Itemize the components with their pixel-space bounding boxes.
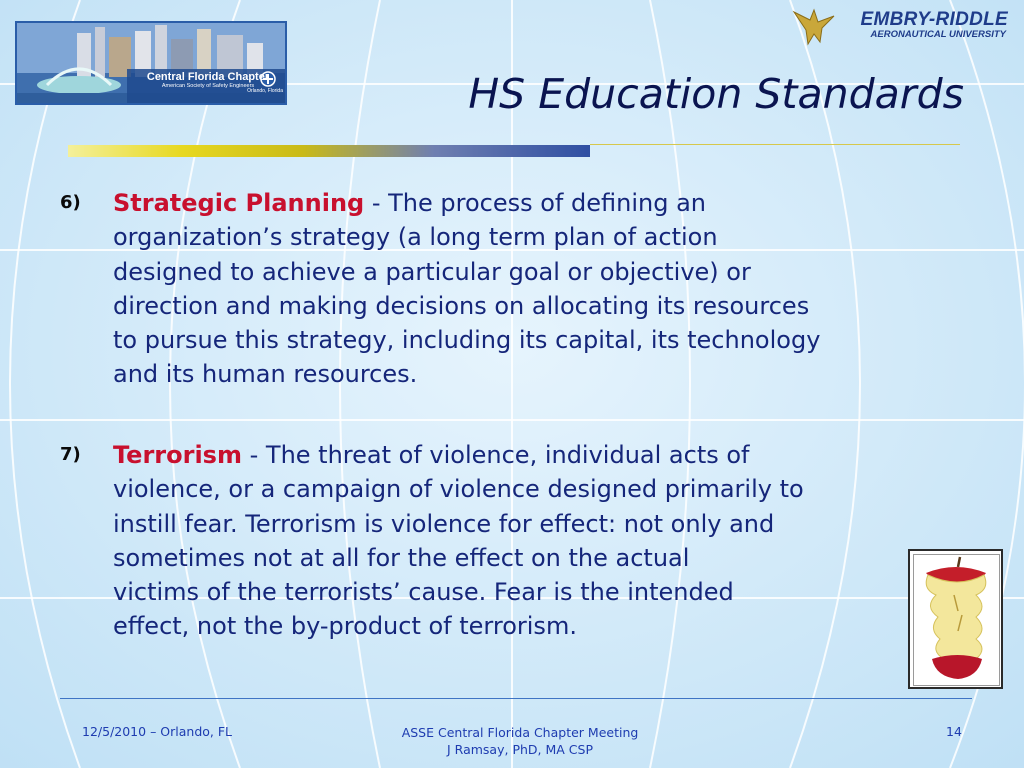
definition-line: - The threat of violence, individual acts of bbox=[241, 441, 750, 469]
item-number: 7) bbox=[60, 444, 81, 465]
footer-meeting-info bbox=[360, 724, 680, 758]
definition-line: violence, or a campaign of violence designed primarily to bbox=[113, 475, 804, 504]
slide-title: HS Education Standards bbox=[468, 70, 964, 118]
chapter-location: Orlando, Florida bbox=[247, 88, 283, 95]
definition-line: effect, not the by-product of terrorism. bbox=[113, 612, 577, 641]
footer-meeting: ASSE Central Florida Chapter Meeting bbox=[401, 725, 639, 740]
embry-riddle-logo bbox=[790, 2, 1012, 48]
definition-line: organization’s strategy (a long term plan of action bbox=[113, 223, 718, 252]
definition-line: direction and making decisions on allocating its resources bbox=[113, 291, 810, 320]
central-florida-chapter-logo bbox=[15, 21, 287, 105]
definition-line: victims of the terrorists’ cause. Fear is the intended bbox=[113, 578, 734, 607]
university-name: EMBRY-RIDDLE bbox=[860, 9, 1008, 30]
definition-text bbox=[113, 438, 804, 644]
definition-term: Strategic Planning bbox=[113, 189, 365, 217]
definition-line: sometimes not at all for the effect on the actual bbox=[113, 543, 690, 572]
eagle-icon bbox=[790, 2, 838, 48]
university-subtitle: AERONAUTICAL UNIVERSITY bbox=[870, 29, 1006, 40]
footer-date: 12/5/2010 – Orlando, FL bbox=[82, 724, 233, 739]
definition-line: designed to achieve a particular goal or objective) or bbox=[113, 257, 751, 286]
definition-line: to pursue this strategy, including its capital, its technology bbox=[113, 326, 821, 355]
chapter-title: Central Florida Chapter bbox=[146, 71, 270, 83]
chapter-subtitle: American Society of Safety Engineers bbox=[161, 82, 255, 89]
definition-line: - The process of defining an bbox=[364, 189, 706, 217]
footer-divider bbox=[60, 698, 972, 699]
definition-line: instill fear. Terrorism is violence for effect: not only and bbox=[113, 509, 775, 538]
apple-core-picture bbox=[908, 549, 1003, 689]
footer-page-number: 14 bbox=[946, 724, 962, 739]
footer-presenter: J Ramsay, PhD, MA CSP bbox=[447, 742, 593, 757]
item-number: 6) bbox=[60, 192, 81, 213]
title-underline bbox=[68, 145, 590, 157]
definition-term: Terrorism bbox=[113, 441, 242, 469]
apple-core-icon bbox=[914, 555, 999, 685]
title-underline-thin bbox=[590, 144, 960, 145]
definition-text bbox=[113, 186, 820, 392]
definition-line: and its human resources. bbox=[113, 360, 418, 389]
